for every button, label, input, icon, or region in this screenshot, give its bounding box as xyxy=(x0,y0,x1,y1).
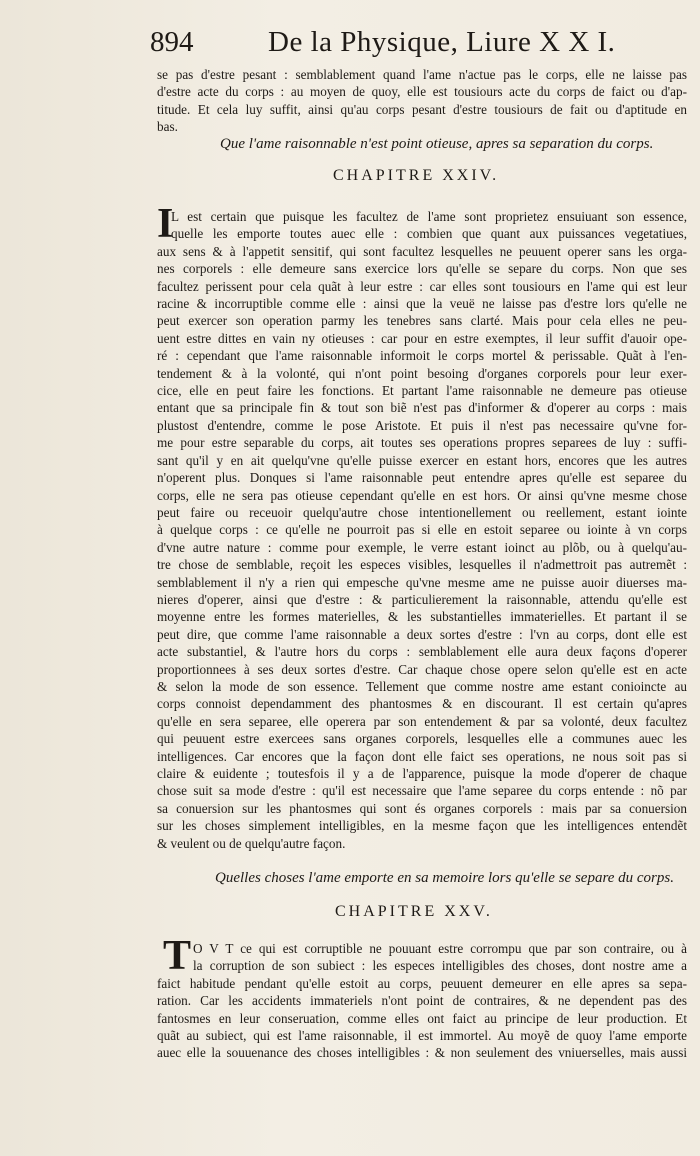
text-line: & veulent ou de quelqu'autre façon. xyxy=(157,835,346,851)
text-line: quelle les emporte toutes auec elle : combien que quant aux puissances vegetatiues, xyxy=(171,226,687,242)
text-line: bas. xyxy=(157,119,178,135)
section-heading: Que l'ame raisonnable n'est point otieuse, apres sa separation du corps. xyxy=(220,136,654,152)
chapter-25-body xyxy=(157,933,687,1062)
text-line: nieres d'operer, ainsi que d'estre : & particulierement la raisonnable, attendu qu'elle est xyxy=(157,591,687,607)
text-line: chose suit sa mode d'estre : qu'il est necessaire que l'ame separee du corps entende : nõ par xyxy=(157,783,687,799)
text-line: moyenne entre les formes materielles, & les substantielles immaterielles. Et partant il se xyxy=(157,609,687,625)
text-line: me pour estre separable du corps, ait toutes ses operations propres separees de luy : suffi- xyxy=(157,435,687,451)
chapter-title: CHAPITRE XXV. xyxy=(335,903,493,920)
text-line: peut faire ou receuoir quelqu'autre chose intentionellement ou reellement, estant iointe xyxy=(157,504,687,520)
text-line: uent estre dittes en vain ny otieuses : car pour en estre exemptes, il leur suffit d'auoir ope- xyxy=(157,330,687,346)
text-line: se pas d'estre pesant : semblablement quand l'ame n'actue pas le corps, elle ne laisse pas xyxy=(157,67,687,82)
text-line: d'vne autre nature : comme pour exemple, le verre estant ioinct au plõb, ou à quelqu'au- xyxy=(157,539,687,555)
text-line: n'operent plus. Donques si l'ame raisonnable peut entendre apres qu'elle est separee du xyxy=(157,470,687,486)
text-line: fantosmes en leur conseruation, comme elles ont faict au principe de leur production. Et xyxy=(157,1010,687,1026)
text-line: faict habitude pendant qu'elle estoit au corps, peuuent demeurer en elle apres sa sepa- xyxy=(157,975,687,991)
text-line: titude. Et cela luy suffit, ainsi qu'au corps pesant d'estre tousiours de fait ou d'aptitude en xyxy=(157,101,687,117)
text-line: proportionnees à ses deux sortes d'estre. Car chaque chose opere selon qu'elle est en acte xyxy=(157,661,687,677)
text-line: L est certain que puisque les facultez de l'ame sont proprietez ensuiuant son essence, xyxy=(171,209,687,224)
drop-cap: T xyxy=(163,933,192,979)
chapter-title: CHAPITRE XXIV. xyxy=(333,167,500,184)
drop-cap: I xyxy=(157,201,174,247)
text-line: ré : cependant que l'ame raisonnable informoit le corps mortel & perissable. Quãt à l'en- xyxy=(157,348,687,364)
text-line: tre chose de semblable, reçoit les especes visibles, lesquelles il n'admettroit pas autremẽt : xyxy=(157,557,687,573)
running-title: De la Physique, Liure X X I. xyxy=(268,26,616,58)
text-line: ration. Car les accidents immateriels n'ont point de contraires, & ne dependent pas des xyxy=(157,993,687,1009)
text-line: intelligences. Car encores que la façon dont elle faict ses operations, ne nous soit pas si xyxy=(157,748,687,764)
chapter-24-body xyxy=(157,201,687,852)
text-line: d'estre acte du corps : au moyen de quoy, elle est tousiours acte du corps de faict ou d'ap- xyxy=(157,84,687,100)
text-line: qu'elle en sera separee, elle operera par son entendement & par sa volonté, deux facultez xyxy=(157,713,687,729)
text-line: plustost d'entendre, comme le pose Aristote. Et puis il n'est pas necessaire qu'vne for- xyxy=(157,417,687,433)
text-line: sant qu'il y en ait quelqu'vne qu'elle puisse exercer en estant hors, encores que les autres xyxy=(157,452,687,468)
text-line: sur les choses simplement intelligibles, en la mesme façon que les intelligences entendẽt xyxy=(157,818,687,834)
text-line: & selon la mode de son essence. Tellement que comme nostre ame estant conioincte au xyxy=(157,678,687,694)
text-line: la corruption de son subiect : les especes intelligibles des choses, dont nostre ame a xyxy=(193,958,687,974)
page-header xyxy=(150,26,616,66)
text-line: O V T ce qui est corruptible ne pouuant estre corrompu que par son contraire, ou à xyxy=(193,941,687,956)
text-line: nes corporels : elle demeure sans exercice lors qu'elle se separe du corps. Non que ses xyxy=(157,261,687,277)
text-line: cice, elle en peut faire les fonctions. Et partant l'ame raisonnable ne demeure pas otieuse xyxy=(157,383,687,399)
intro-paragraph xyxy=(157,66,687,136)
text-line: qui peuuent estre exercees sans organes corporels, lesquelles elle a communes auec les xyxy=(157,731,687,747)
text-line: quãt au subiect, qui est l'ame raisonnable, il est immortel. Au moyẽ de quoy l'ame emporte xyxy=(157,1028,687,1044)
section-heading: Quelles choses l'ame emporte en sa memoire lors qu'elle se separe du corps. xyxy=(215,870,674,886)
text-line: tendement & à la volonté, qui n'ont point besoing d'organes corporels pour leur exer- xyxy=(157,365,687,381)
text-line: à quelque corps : ce qu'elle ne pourroit pas si elle en estoit separee ou iointe à vn corps xyxy=(157,522,687,538)
text-line: peut exercer son operation parmy les tenebres sans clarté. Mais pour cela elles ne peu- xyxy=(157,313,687,329)
text-line: claire & euidente ; toutesfois il y a de l'apparence, puisque la mode d'operer de chaque xyxy=(157,766,687,781)
text-line: racine & incorruptible comme elle : ainsi que la veuë ne laisse pas d'estre lors qu'elle ne xyxy=(157,296,687,312)
text-line: corps, elle ne sera pas otieuse cependant qu'elle en est hors. Or ainsi qu'vne mesme chose xyxy=(157,487,687,503)
text-line: aux sens & à l'appetit sensitif, qui sont facultez lesquelles ne peuuent operer sans les orga- xyxy=(157,243,687,259)
page-number: 894 xyxy=(150,26,194,58)
text-line: acte substantiel, & l'autre hors du corps : semblablement elle aura deux façons d'operer xyxy=(157,644,687,660)
text-line: facultez perissent pour cela quãt à leur estre : car elles sont tousiours en l'ame qui est leur xyxy=(157,278,687,294)
text-line: auec elle la souuenance des choses intelligibles : & non seulement des vniuerselles, mais aussi xyxy=(157,1045,687,1061)
text-line: peut dire, que comme l'ame raisonnable a deux sortes d'estre : l'vn au corps, dont elle est xyxy=(157,626,687,642)
text-line: entant que sa principale fin & tout son biẽ n'est pas d'informer & d'operer au corps : mais xyxy=(157,400,687,416)
text-line: sa conuersion sur les phantosmes qui sont és organes corporels : mais par sa conuersion xyxy=(157,800,687,816)
text-line: corps connoist dependamment des phantosmes & en discourant. Il est certain qu'apres xyxy=(157,696,687,712)
text-line: semblablement il n'y a rien qui empesche qu'vne mesme ame ne puisse auoir diuerses ma- xyxy=(157,574,687,590)
